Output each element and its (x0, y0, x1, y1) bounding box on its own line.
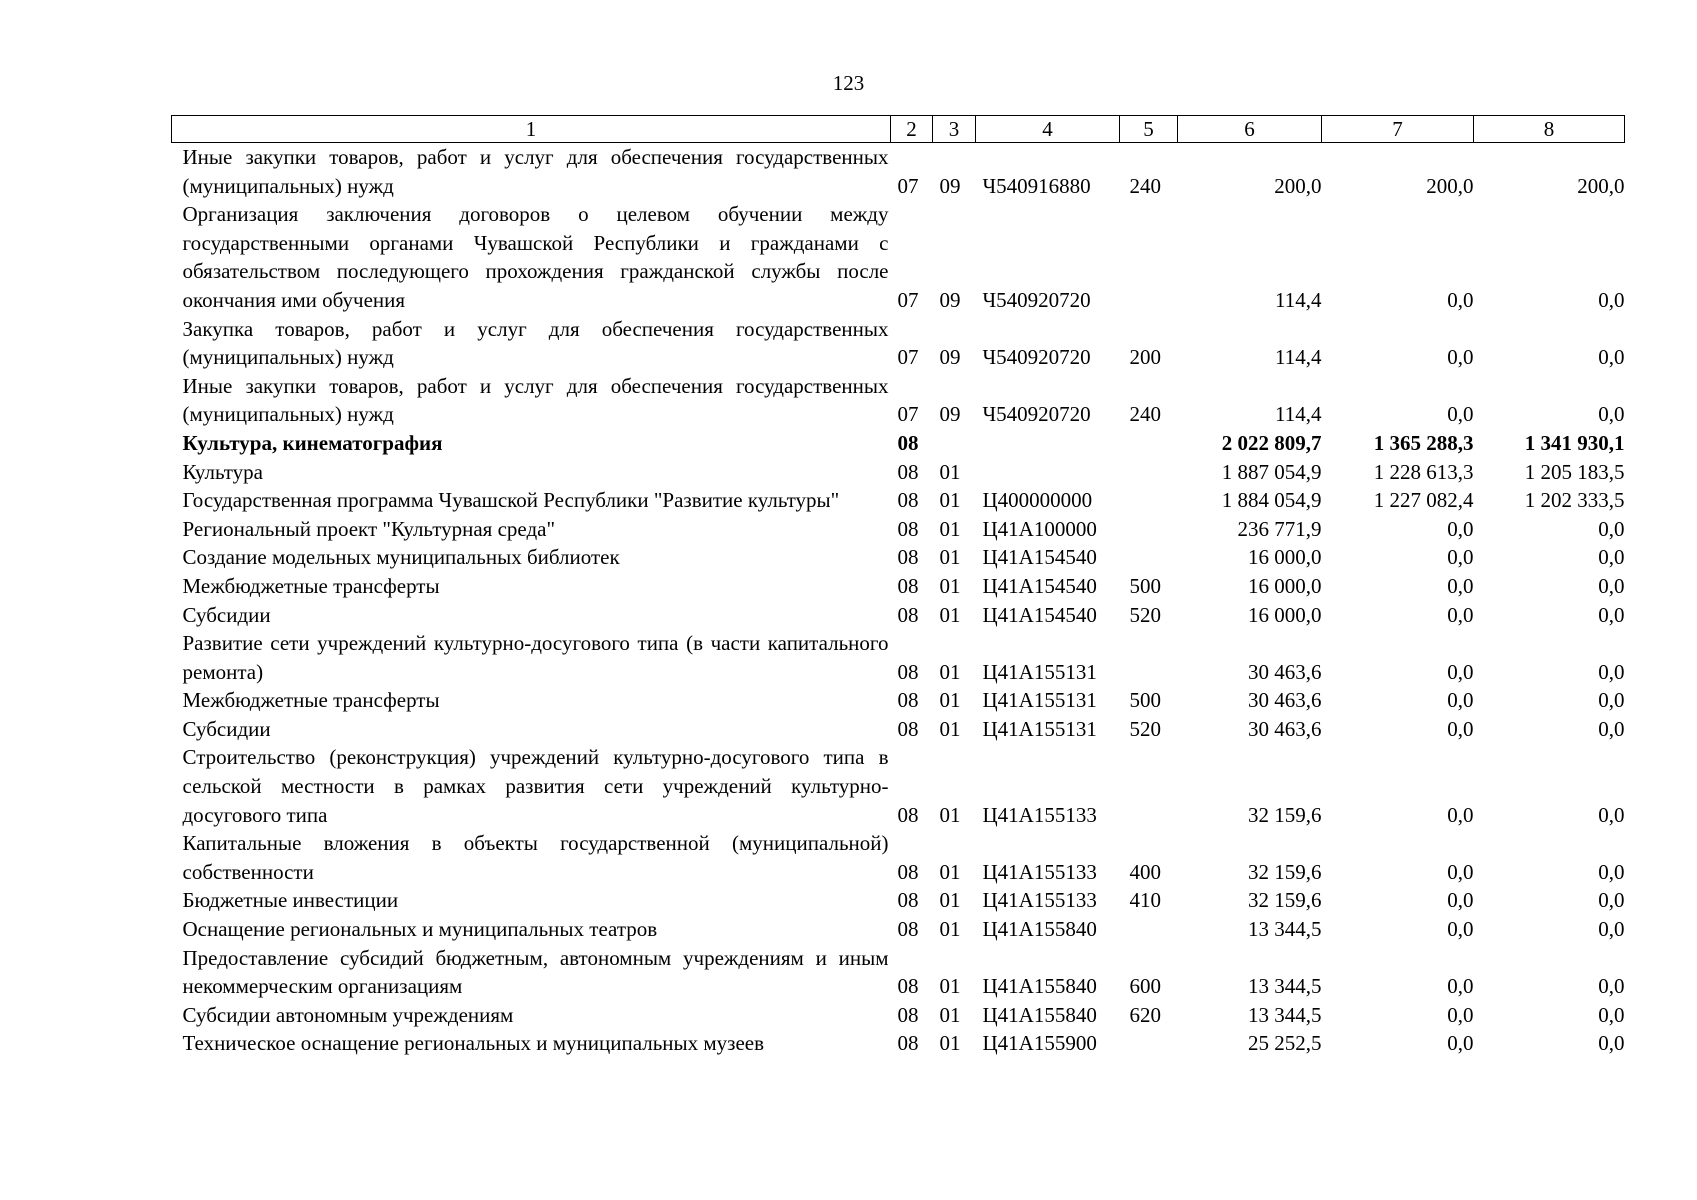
table-row (172, 601, 1625, 630)
row-expense-type: 240 (1129, 402, 1161, 427)
row-name: Иные закупки товаров, работ и услуг для обеспечения государственных (муниципальных) нужд (182, 373, 889, 427)
row-section-code: 08 (897, 917, 919, 942)
table-row (172, 686, 1625, 715)
row-subsection-code: 01 (939, 545, 961, 570)
row-amount-year-2: 0,0 (1447, 402, 1474, 427)
row-amount-year-1: 13 344,5 (1248, 974, 1322, 999)
row-target-article: Ц41А155133 (982, 802, 1097, 827)
row-name: Создание модельных муниципальных библиотек (182, 545, 620, 570)
row-target-article: Ц41А155131 (982, 688, 1097, 713)
row-amount-year-2: 0,0 (1447, 716, 1474, 741)
row-amount-year-3: 0,0 (1598, 545, 1625, 570)
row-amount-year-1: 30 463,6 (1248, 688, 1322, 713)
row-amount-year-1: 1 884 054,9 (1221, 488, 1322, 513)
row-target-article: Ч540920720 (982, 345, 1091, 370)
row-subsection-code: 01 (939, 688, 961, 713)
header-row (172, 116, 1625, 143)
row-name: Организация заключения договоров о целевом обучении между государственными органами Чувашской Республики и гражданами с обязательством последующего прохождения гражданской службы после окончания ими обучения (182, 202, 889, 312)
row-amount-year-1: 32 159,6 (1248, 859, 1322, 884)
row-target-article: Ц41А155133 (982, 859, 1097, 884)
row-expense-type (1120, 915, 1178, 944)
row-amount-year-2: 0,0 (1447, 1002, 1474, 1027)
column-header-5: 5 (1120, 116, 1178, 143)
row-subsection-code (933, 429, 976, 458)
row-amount-year-1: 30 463,6 (1248, 659, 1322, 684)
row-name: Субсидии (182, 716, 271, 741)
table-row (172, 629, 1625, 686)
row-amount-year-2: 0,0 (1447, 859, 1474, 884)
table-row (172, 429, 1625, 458)
row-section-code: 08 (897, 1002, 919, 1027)
row-name: Капитальные вложения в объекты государственной (муниципальной) собственности (182, 831, 889, 884)
table-row (172, 1001, 1625, 1030)
row-amount-year-1: 16 000,0 (1248, 573, 1322, 598)
row-expense-type (1120, 429, 1178, 458)
row-target-article: Ц41А155131 (982, 716, 1097, 741)
row-amount-year-2: 0,0 (1447, 573, 1474, 598)
table-row (172, 572, 1625, 601)
row-name: Культура (182, 459, 263, 484)
row-section-code: 08 (897, 545, 919, 570)
table-row (172, 886, 1625, 915)
row-target-article: Ц41А154540 (982, 573, 1097, 598)
row-expense-type: 240 (1129, 173, 1161, 198)
row-expense-type (1120, 486, 1178, 515)
row-amount-year-1: 32 159,6 (1248, 802, 1322, 827)
row-name: Иные закупки товаров, работ и услуг для обеспечения государственных (муниципальных) нужд (182, 145, 889, 198)
row-section-code: 08 (897, 859, 919, 884)
row-section-code: 08 (897, 1031, 919, 1056)
row-amount-year-3: 0,0 (1598, 659, 1625, 684)
row-target-article (976, 429, 1120, 458)
row-amount-year-3: 0,0 (1598, 602, 1625, 627)
row-section-code: 08 (897, 516, 919, 541)
row-name: Оснащение региональных и муниципальных театров (182, 917, 658, 942)
row-section-code: 08 (897, 688, 919, 713)
row-subsection-code: 09 (939, 402, 961, 427)
row-subsection-code: 01 (939, 802, 961, 827)
row-amount-year-2: 1 228 613,3 (1373, 459, 1474, 484)
row-name: Культура, кинематография (182, 430, 443, 455)
row-amount-year-2: 0,0 (1447, 545, 1474, 570)
row-name: Межбюджетные трансферты (182, 688, 440, 713)
row-expense-type: 410 (1129, 888, 1161, 913)
page-number: 123 (832, 71, 865, 95)
row-amount-year-2: 1 365 288,3 (1373, 430, 1474, 455)
row-target-article: Ц41А100000 (982, 516, 1097, 541)
row-name: Субсидии автономным учреждениям (182, 1002, 514, 1027)
row-subsection-code: 01 (939, 716, 961, 741)
row-section-code: 08 (897, 459, 919, 484)
row-section-code: 08 (897, 488, 919, 513)
row-expense-type (1120, 629, 1178, 686)
row-expense-type: 500 (1129, 573, 1161, 598)
row-subsection-code: 09 (939, 287, 961, 312)
table-row (172, 743, 1625, 829)
row-section-code: 08 (897, 602, 919, 627)
row-subsection-code: 09 (939, 345, 961, 370)
row-amount-year-3: 0,0 (1598, 345, 1625, 370)
table-body (172, 143, 1625, 1059)
table-row (172, 315, 1625, 372)
column-header-8: 8 (1474, 116, 1625, 143)
row-amount-year-1: 1 887 054,9 (1221, 459, 1322, 484)
row-amount-year-2: 0,0 (1447, 688, 1474, 713)
row-amount-year-2: 0,0 (1447, 917, 1474, 942)
row-expense-type: 520 (1129, 602, 1161, 627)
row-subsection-code: 01 (939, 888, 961, 913)
row-amount-year-2: 0,0 (1447, 659, 1474, 684)
column-header-6: 6 (1178, 116, 1322, 143)
row-subsection-code: 01 (939, 859, 961, 884)
row-expense-type: 520 (1129, 716, 1161, 741)
row-amount-year-1: 236 771,9 (1237, 516, 1322, 541)
row-name: Субсидии (182, 602, 271, 627)
row-target-article: Ц400000000 (982, 488, 1093, 513)
row-amount-year-2: 0,0 (1447, 974, 1474, 999)
row-amount-year-3: 0,0 (1598, 917, 1625, 942)
column-header-3: 3 (933, 116, 976, 143)
row-amount-year-1: 114,4 (1275, 345, 1322, 370)
table-row (172, 372, 1625, 429)
row-section-code: 08 (897, 716, 919, 741)
row-amount-year-1: 16 000,0 (1248, 545, 1322, 570)
row-amount-year-3: 0,0 (1598, 688, 1625, 713)
row-subsection-code: 01 (939, 488, 961, 513)
row-expense-type (1120, 458, 1178, 487)
row-section-code: 07 (897, 345, 919, 370)
row-amount-year-3: 0,0 (1598, 716, 1625, 741)
row-amount-year-3: 0,0 (1598, 1002, 1625, 1027)
row-target-article: Ч540920720 (982, 287, 1091, 312)
row-name: Региональный проект "Культурная среда" (182, 516, 556, 541)
row-subsection-code: 01 (939, 573, 961, 598)
table-row (172, 486, 1625, 515)
row-target-article: Ч540920720 (982, 402, 1091, 427)
column-header-7: 7 (1322, 116, 1474, 143)
row-amount-year-2: 0,0 (1447, 345, 1474, 370)
row-amount-year-1: 32 159,6 (1248, 888, 1322, 913)
row-section-code: 07 (897, 402, 919, 427)
row-section-code: 08 (897, 888, 919, 913)
row-amount-year-2: 200,0 (1426, 173, 1474, 198)
table-row (172, 1029, 1625, 1058)
row-amount-year-1: 2 022 809,7 (1221, 430, 1322, 455)
row-amount-year-2: 0,0 (1447, 1031, 1474, 1056)
row-section-code: 08 (897, 802, 919, 827)
row-name: Бюджетные инвестиции (182, 888, 399, 913)
row-target-article (976, 458, 1120, 487)
row-target-article: Ц41А155900 (982, 1031, 1097, 1056)
row-amount-year-3: 0,0 (1598, 287, 1625, 312)
row-subsection-code: 01 (939, 459, 961, 484)
row-amount-year-1: 200,0 (1274, 173, 1322, 198)
row-amount-year-3: 0,0 (1598, 402, 1625, 427)
row-expense-type (1120, 543, 1178, 572)
row-target-article: Ц41А155131 (982, 659, 1097, 684)
row-section-code: 08 (897, 573, 919, 598)
row-amount-year-1: 16 000,0 (1248, 602, 1322, 627)
row-amount-year-3: 0,0 (1598, 802, 1625, 827)
row-amount-year-3: 1 205 183,5 (1524, 459, 1625, 484)
row-subsection-code: 01 (939, 659, 961, 684)
table-row (172, 200, 1625, 314)
table-row (172, 915, 1625, 944)
row-expense-type: 400 (1129, 859, 1161, 884)
row-name: Государственная программа Чувашской Республики "Развитие культуры" (182, 488, 840, 513)
row-subsection-code: 09 (939, 173, 961, 198)
row-subsection-code: 01 (939, 602, 961, 627)
row-expense-type (1120, 743, 1178, 829)
row-amount-year-2: 0,0 (1447, 888, 1474, 913)
table-row (172, 515, 1625, 544)
row-amount-year-1: 13 344,5 (1248, 917, 1322, 942)
row-target-article: Ц41А154540 (982, 545, 1097, 570)
table-row (172, 944, 1625, 1001)
row-amount-year-1: 30 463,6 (1248, 716, 1322, 741)
row-amount-year-2: 0,0 (1447, 287, 1474, 312)
row-expense-type: 620 (1129, 1002, 1161, 1027)
row-name: Закупка товаров, работ и услуг для обеспечения государственных (муниципальных) нужд (182, 316, 889, 370)
row-amount-year-3: 1 202 333,5 (1524, 488, 1625, 513)
row-expense-type: 200 (1129, 345, 1161, 370)
row-amount-year-1: 114,4 (1275, 402, 1322, 427)
row-amount-year-3: 0,0 (1598, 573, 1625, 598)
row-target-article: Ч540916880 (982, 173, 1091, 198)
column-header-2: 2 (891, 116, 933, 143)
row-expense-type: 500 (1129, 688, 1161, 713)
row-amount-year-3: 0,0 (1598, 1031, 1625, 1056)
row-subsection-code: 01 (939, 917, 961, 942)
row-section-code: 07 (897, 287, 919, 312)
row-amount-year-3: 1 341 930,1 (1524, 430, 1625, 455)
row-amount-year-3: 0,0 (1598, 974, 1625, 999)
column-header-1: 1 (172, 116, 891, 143)
row-name: Предоставление субсидий бюджетным, автономным учреждениям и иным некоммерческим организациям (182, 945, 889, 999)
row-subsection-code: 01 (939, 1002, 961, 1027)
row-name: Техническое оснащение региональных и муниципальных музеев (182, 1031, 765, 1056)
row-section-code: 08 (897, 430, 919, 455)
table-header (172, 116, 1625, 143)
row-name: Строительство (реконструкция) учреждений культурно-досугового типа в сельской местности в рамках развития сети учреждений культурно-досугового типа (182, 745, 889, 827)
row-expense-type: 600 (1129, 974, 1161, 999)
row-amount-year-3: 0,0 (1598, 888, 1625, 913)
row-target-article: Ц41А155133 (982, 888, 1097, 913)
row-subsection-code: 01 (939, 516, 961, 541)
row-section-code: 07 (897, 173, 919, 198)
row-expense-type (1120, 515, 1178, 544)
row-target-article: Ц41А155840 (982, 974, 1097, 999)
table-row (172, 829, 1625, 886)
row-section-code: 08 (897, 659, 919, 684)
row-amount-year-2: 0,0 (1447, 802, 1474, 827)
row-amount-year-1: 13 344,5 (1248, 1002, 1322, 1027)
row-amount-year-3: 0,0 (1598, 516, 1625, 541)
row-expense-type (1120, 1029, 1178, 1058)
table-row (172, 458, 1625, 487)
row-amount-year-2: 0,0 (1447, 516, 1474, 541)
row-section-code: 08 (897, 974, 919, 999)
row-amount-year-1: 114,4 (1275, 287, 1322, 312)
row-subsection-code: 01 (939, 1031, 961, 1056)
budget-table (171, 115, 1625, 1058)
row-amount-year-2: 0,0 (1447, 602, 1474, 627)
row-amount-year-1: 25 252,5 (1248, 1031, 1322, 1056)
row-target-article: Ц41А155840 (982, 917, 1097, 942)
table-row (172, 143, 1625, 201)
row-name: Развитие сети учреждений культурно-досугового типа (в части капитального ремонта) (182, 631, 889, 684)
table-row (172, 715, 1625, 744)
row-subsection-code: 01 (939, 974, 961, 999)
row-target-article: Ц41А155840 (982, 1002, 1097, 1027)
row-expense-type (1120, 200, 1178, 314)
table-row (172, 543, 1625, 572)
row-name: Межбюджетные трансферты (182, 573, 440, 598)
row-target-article: Ц41А154540 (982, 602, 1097, 627)
row-amount-year-3: 0,0 (1598, 859, 1625, 884)
row-amount-year-2: 1 227 082,4 (1373, 488, 1474, 513)
column-header-4: 4 (976, 116, 1120, 143)
row-amount-year-3: 200,0 (1577, 173, 1625, 198)
